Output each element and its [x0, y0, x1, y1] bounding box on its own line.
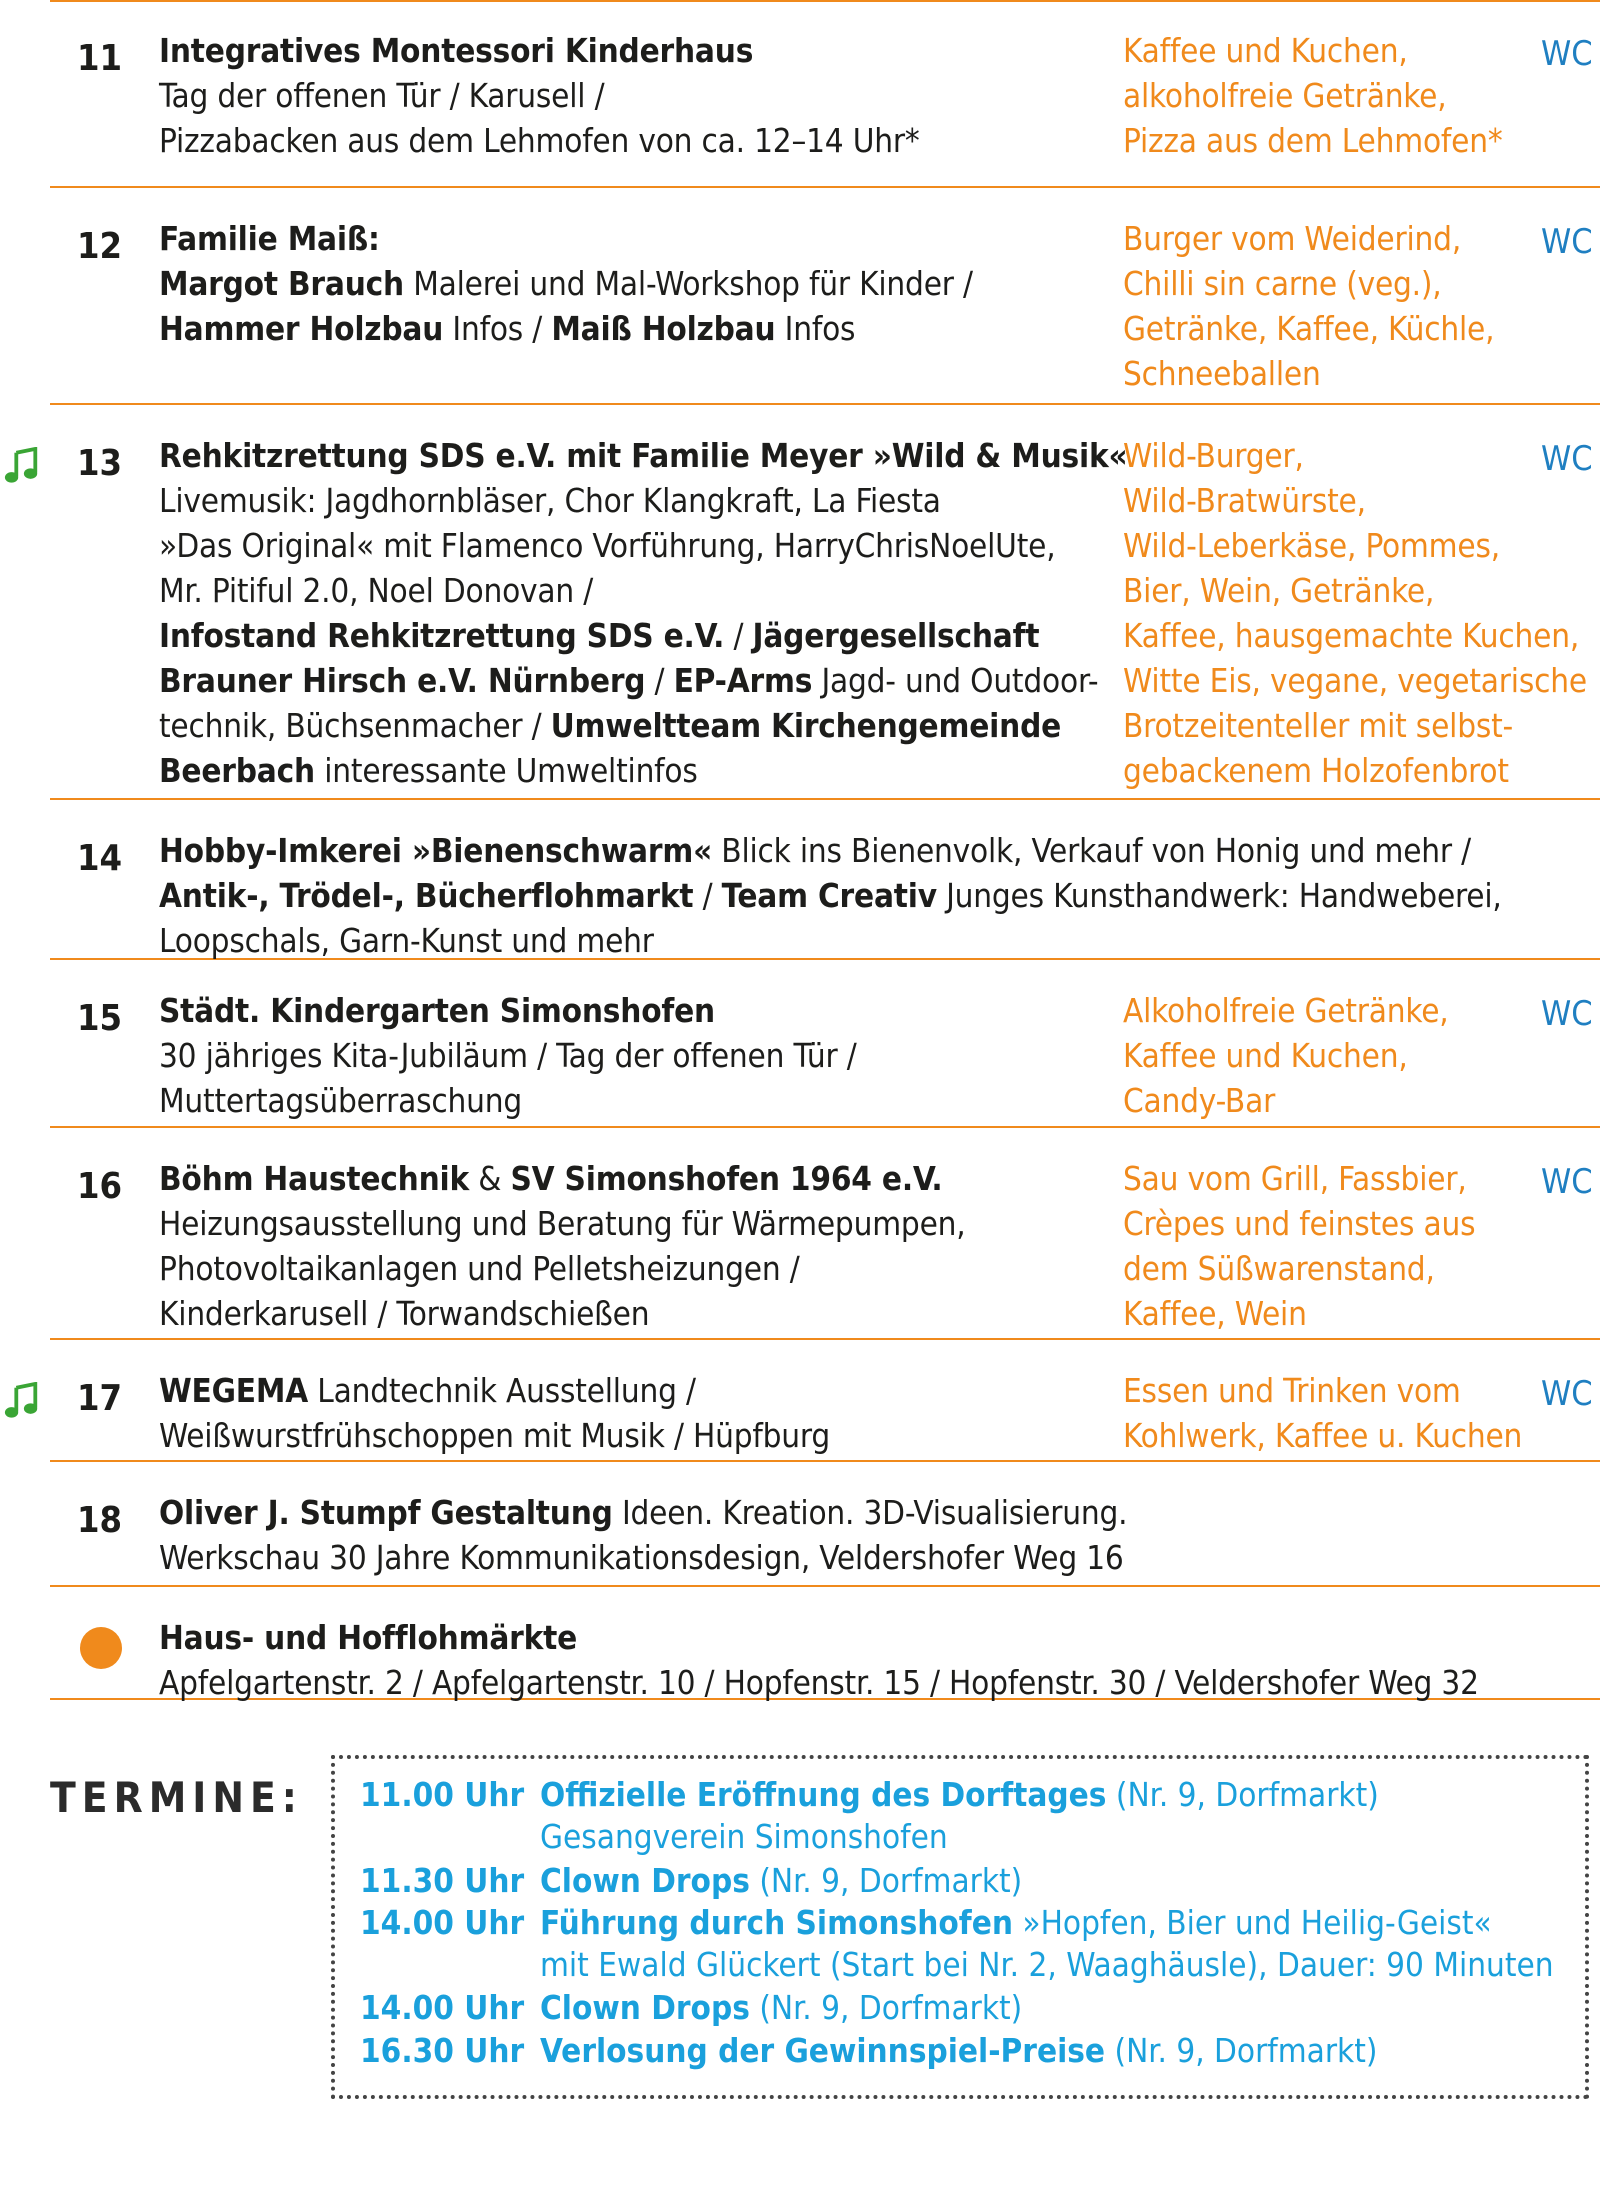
description-text: Infos: [775, 309, 856, 348]
description-text: technik, Büchsenmacher /: [159, 706, 551, 745]
entry-number: 17: [77, 1378, 123, 1419]
termine-item: [360, 1901, 1492, 1945]
wc-label: WC: [1541, 994, 1593, 1034]
description-text: Apfelgartenstr. 2 / Apfelgartenstr. 10 / Hopfenstr. 15 / Hopfenstr. 30 / Veldershofer Weg 32: [159, 1663, 1479, 1702]
food-line: Kaffee und Kuchen,: [1123, 31, 1408, 70]
program-entry: [50, 0, 1600, 188]
exhibitor-name: Margot Brauch: [159, 264, 404, 303]
termine-time: 14.00 Uhr: [360, 1988, 525, 2027]
description-text: Mr. Pitiful 2.0, Noel Donovan /: [159, 571, 594, 610]
termine-text: [540, 1775, 1379, 1814]
program-entry: [50, 1587, 1600, 1700]
wc-label: WC: [1541, 34, 1593, 74]
exhibitor-name: Maiß Holzbau: [551, 309, 776, 348]
description-line: [159, 1291, 965, 1336]
description-line: [159, 1368, 830, 1413]
entry-number: 18: [77, 1500, 123, 1541]
wc-label: WC: [1541, 1374, 1593, 1414]
description-line: [159, 1201, 965, 1246]
food-line: Chilli sin carne (veg.),: [1123, 264, 1442, 303]
food-offer: [1123, 216, 1600, 396]
entry-number: 16: [77, 1166, 123, 1207]
food-line: Bier, Wein, Getränke,: [1123, 571, 1435, 610]
description-text: Werkschau 30 Jahre Kommunikationsdesign, Veldershofer Weg 16: [159, 1538, 1124, 1577]
program-entry: [50, 800, 1600, 960]
exhibitor-name: Rehkitzrettung SDS e.V. mit Familie Meyer »Wild & Musik«: [159, 436, 1128, 475]
entry-description: [159, 1156, 965, 1336]
description-text: Pizzabacken aus dem Lehmofen von ca. 12–14 Uhr*: [159, 121, 920, 160]
description-text: /: [724, 616, 753, 655]
food-line: Getränke, Kaffee, Küchle,: [1123, 309, 1495, 348]
wc-label: WC: [1541, 222, 1593, 262]
entry-description: [159, 1615, 1479, 1705]
exhibitor-name: Beerbach: [159, 751, 315, 790]
program-entry: [50, 1462, 1600, 1587]
description-line: [159, 216, 973, 261]
exhibitor-name: Familie Maiß:: [159, 219, 380, 258]
description-text: Loopschals, Garn-Kunst und mehr: [159, 921, 654, 960]
description-text: &: [469, 1159, 511, 1198]
entry-description: [159, 1490, 1127, 1580]
food-line: Witte Eis, vegane, vegetarische: [1123, 661, 1587, 700]
food-line: Brotzeitenteller mit selbst-: [1123, 706, 1514, 745]
food-offer: [1123, 28, 1600, 163]
termine-item: [360, 2029, 1377, 2073]
description-text: Muttertagsüberraschung: [159, 1081, 522, 1120]
exhibitor-name: EP-Arms: [673, 661, 813, 700]
termine-title: Offizielle Eröffnung des Dorftages: [540, 1775, 1107, 1814]
food-line: Wild-Leberkäse, Pommes,: [1123, 526, 1500, 565]
termine-item: [360, 1986, 1022, 2030]
termine-subline: mit Ewald Glückert (Start bei Nr. 2, Waaghäusle), Dauer: 90 Minuten: [540, 1945, 1554, 1984]
description-text: Landtechnik Ausstellung /: [308, 1371, 696, 1410]
program-entry: [50, 188, 1600, 405]
description-line: [159, 306, 973, 351]
termine-location: »Hopfen, Bier und Heilig-Geist«: [1012, 1903, 1492, 1942]
entry-number: 12: [77, 226, 123, 267]
description-text: /: [645, 661, 674, 700]
exhibitor-name: Integratives Montessori Kinderhaus: [159, 31, 754, 70]
termine-location: (Nr. 9, Dorfmarkt): [1106, 1775, 1379, 1814]
wc-label: WC: [1541, 1162, 1593, 1202]
food-line: Kaffee, Wein: [1123, 1294, 1307, 1333]
exhibitor-name: Brauner Hirsch e.V. Nürnberg: [159, 661, 646, 700]
exhibitor-name: Team Creativ: [721, 876, 937, 915]
description-text: »Das Original« mit Flamenco Vorführung, HarryChrisNoelUte,: [159, 526, 1056, 565]
exhibitor-name: Hammer Holzbau: [159, 309, 444, 348]
food-line: Sau vom Grill, Fassbier,: [1123, 1159, 1467, 1198]
termine-time: 11.00 Uhr: [360, 1775, 525, 1814]
wc-label: WC: [1541, 439, 1593, 479]
description-line: [159, 1246, 965, 1291]
food-line: alkoholfreie Getränke,: [1123, 76, 1447, 115]
food-offer: [1123, 988, 1600, 1123]
program-entry: [50, 1340, 1600, 1462]
termine-title: Clown Drops: [540, 1861, 750, 1900]
description-text: 30 jähriges Kita-Jubiläum / Tag der offenen Tür /: [159, 1036, 857, 1075]
description-line: [159, 1535, 1127, 1580]
termine-item: [360, 1773, 1379, 1817]
description-text: Infos /: [443, 309, 552, 348]
termine-text: [540, 1861, 1022, 1900]
termine-time: 16.30 Uhr: [360, 2031, 525, 2070]
exhibitor-name: Jägergesellschaft: [752, 616, 1040, 655]
exhibitor-name: SV Simonshofen 1964 e.V.: [510, 1159, 943, 1198]
entry-description: [159, 28, 920, 163]
food-offer: [1123, 433, 1600, 793]
termine-heading: TERMINE:: [50, 1773, 303, 1822]
description-line: [159, 1033, 857, 1078]
termine-location: (Nr. 9, Dorfmarkt): [749, 1988, 1023, 2027]
termine-text: [540, 1988, 1022, 2027]
music-note-icon: [3, 1382, 41, 1420]
description-text: interessante Umweltinfos: [314, 751, 698, 790]
termine-subline: Gesangverein Simonshofen: [540, 1817, 948, 1856]
exhibitor-name: Städt. Kindergarten Simonshofen: [159, 991, 715, 1030]
exhibitor-name: WEGEMA: [159, 1371, 309, 1410]
food-line: Crèpes und feinstes aus: [1123, 1204, 1476, 1243]
description-text: Junges Kunsthandwerk: Handweberei,: [936, 876, 1502, 915]
food-line: Pizza aus dem Lehmofen*: [1123, 121, 1503, 160]
food-line: Essen und Trinken vom: [1123, 1371, 1461, 1410]
orange-dot-icon: [80, 1627, 122, 1669]
description-text: /: [693, 876, 722, 915]
description-line: [159, 118, 920, 163]
entry-number: 14: [77, 838, 123, 879]
food-line: Alkoholfreie Getränke,: [1123, 991, 1449, 1030]
termine-text: [540, 2031, 1377, 2070]
termine-text: [540, 1903, 1492, 1942]
description-line: [159, 1078, 857, 1123]
program-entry: [50, 960, 1600, 1128]
program-entry: [50, 1128, 1600, 1340]
description-line: [159, 568, 1127, 613]
description-line: [159, 433, 1127, 478]
description-line: [159, 1660, 1479, 1705]
food-line: Burger vom Weiderind,: [1123, 219, 1462, 258]
exhibitor-name: Oliver J. Stumpf Gestaltung: [159, 1493, 613, 1532]
entry-number: 11: [77, 38, 123, 79]
food-offer: [1123, 1368, 1600, 1458]
description-line: [159, 73, 920, 118]
entry-number: 15: [77, 998, 123, 1039]
entry-number: 13: [77, 443, 123, 484]
description-line: [159, 28, 920, 73]
description-line: [159, 478, 1127, 523]
food-line: Schneeballen: [1123, 354, 1321, 393]
exhibitor-name: Infostand Rehkitzrettung SDS e.V.: [159, 616, 725, 655]
termine-title: Clown Drops: [540, 1988, 750, 2027]
description-text: Jagd- und Outdoor-: [812, 661, 1099, 700]
exhibitor-name: Haus- und Hofflohmärkte: [159, 1618, 578, 1657]
exhibitor-name: Antik-, Trödel-, Bücherflohmarkt: [159, 876, 694, 915]
program-entry: [50, 405, 1600, 800]
termine-box: [331, 1755, 1589, 2099]
exhibitor-name: Hobby-Imkerei »Bienenschwarm«: [159, 831, 713, 870]
entry-description: [159, 828, 1502, 963]
description-text: Tag der offenen Tür / Karusell /: [159, 76, 605, 115]
description-text: Heizungsausstellung und Beratung für Wärmepumpen,: [159, 1204, 966, 1243]
description-line: [159, 748, 1127, 793]
food-line: gebackenem Holzofenbrot: [1123, 751, 1509, 790]
food-line: Candy-Bar: [1123, 1081, 1276, 1120]
description-line: [159, 658, 1127, 703]
description-line: [159, 703, 1127, 748]
description-line: [159, 261, 973, 306]
description-line: [159, 1615, 1479, 1660]
description-text: Photovoltaikanlagen und Pelletsheizungen /: [159, 1249, 800, 1288]
entry-description: [159, 216, 973, 351]
food-line: Kaffee und Kuchen,: [1123, 1036, 1408, 1075]
description-line: [159, 918, 1502, 963]
description-line: [159, 828, 1502, 873]
description-text: Ideen. Kreation. 3D-Visualisierung.: [612, 1493, 1128, 1532]
termine-time: 14.00 Uhr: [360, 1903, 525, 1942]
description-line: [159, 613, 1127, 658]
food-line: Wild-Bratwürste,: [1123, 481, 1366, 520]
food-offer: [1123, 1156, 1600, 1336]
food-line: Kaffee, hausgemachte Kuchen,: [1123, 616, 1580, 655]
entry-description: [159, 1368, 830, 1458]
description-line: [159, 873, 1502, 918]
description-line: [159, 988, 857, 1033]
termine-title: Verlosung der Gewinnspiel-Preise: [540, 2031, 1106, 2070]
termine-time: 11.30 Uhr: [360, 1861, 525, 1900]
description-line: [159, 1490, 1127, 1535]
exhibitor-name: Umweltteam Kirchengemeinde: [550, 706, 1062, 745]
entry-description: [159, 433, 1127, 793]
description-text: Malerei und Mal-Workshop für Kinder /: [403, 264, 973, 303]
food-line: dem Süßwarenstand,: [1123, 1249, 1435, 1288]
termine-title: Führung durch Simonshofen: [540, 1903, 1013, 1942]
description-text: Kinderkarusell / Torwandschießen: [159, 1294, 650, 1333]
termine-item: [360, 1859, 1022, 1903]
termine-location: (Nr. 9, Dorfmarkt): [1105, 2031, 1378, 2070]
description-line: [159, 1156, 965, 1201]
exhibitor-name: Böhm Haustechnik: [159, 1159, 470, 1198]
description-line: [159, 1413, 830, 1458]
entry-description: [159, 988, 857, 1123]
description-text: Livemusik: Jagdhornbläser, Chor Klangkraft, La Fiesta: [159, 481, 941, 520]
description-text: Weißwurstfrühschoppen mit Musik / Hüpfburg: [159, 1416, 830, 1455]
music-note-icon: [3, 447, 41, 485]
food-line: Wild-Burger,: [1123, 436, 1304, 475]
description-text: Blick ins Bienenvolk, Verkauf von Honig und mehr /: [712, 831, 1471, 870]
description-line: [159, 523, 1127, 568]
termine-location: (Nr. 9, Dorfmarkt): [749, 1861, 1023, 1900]
food-line: Kohlwerk, Kaffee u. Kuchen: [1123, 1416, 1523, 1455]
